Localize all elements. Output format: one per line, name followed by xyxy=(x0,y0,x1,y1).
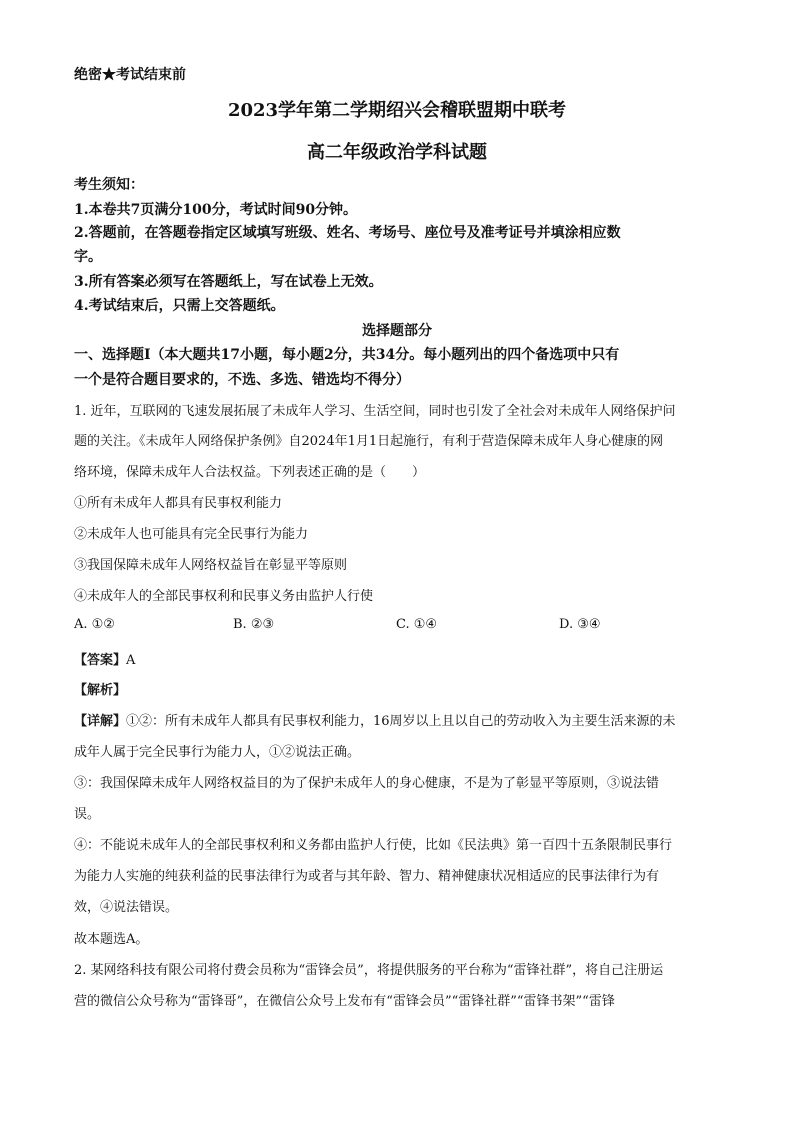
q1-option-d: D. ③④ xyxy=(559,617,601,632)
q1-detail-line: 误。 xyxy=(74,807,101,822)
q1-detail-line: ④：不能说未成年人的全部民事权利和义务都由监护人行使，比如《民法典》第一百四十五条限制民事行 xyxy=(74,838,673,853)
section-instruction: 一个是符合题目要求的，不选、多选、错选均不得分） xyxy=(74,372,410,388)
q1-detail-line: 效，④说法错误。 xyxy=(74,900,179,915)
q1-detail-line: 为能力人实施的纯获利益的民事法律行为或者与其年龄、智力、精神健康状况相适应的民事法律行为有 xyxy=(74,869,660,884)
q1-statement: ③我国保障未成年人网络权益旨在彰显平等原则 xyxy=(74,558,348,573)
q1-detail-line: ③：我国保障未成年人网络权益目的为了保护未成年人的身心健康，不是为了彰显平等原则，③说法错 xyxy=(74,776,660,791)
detail-label: 【详解】 xyxy=(74,714,127,729)
q1-statement: ④未成年人的全部民事权利和民事义务由监护人行使 xyxy=(74,589,374,604)
q1-option-b: B. ②③ xyxy=(233,617,275,632)
notice-item: 1.本卷共7页满分100分，考试时间90分钟。 xyxy=(74,202,358,218)
q1-stem-line: 题的关注。《未成年人网络保护条例》自2024年1月1日起施行，有利于营造保障未成年人身心健康的网 xyxy=(74,434,664,449)
notice-item: 4.考试结束后，只需上交答题纸。 xyxy=(74,298,285,314)
q1-answer xyxy=(74,649,724,668)
q1-statement: ①所有未成年人都具有民事权利能力 xyxy=(74,496,283,511)
confidential-mark: 绝密★考试结束前 xyxy=(74,67,186,83)
q1-conclusion: 故本题选A。 xyxy=(74,932,149,947)
section-instruction: 一、选择题Ⅰ（本大题共17小题，每小题2分，共34分。每小题列出的四个备选项中只有 xyxy=(74,347,620,363)
q1-stem-line: 1. 近年，互联网的飞速发展拓展了未成年人学习、生活空间，同时也引发了全社会对未成年人网络保护问 xyxy=(74,404,676,419)
answer-value: A xyxy=(126,653,136,668)
exam-title: 2023学年第二学期绍兴会稽联盟期中联考 xyxy=(227,100,567,121)
exam-subtitle: 高二年级政治学科试题 xyxy=(307,142,487,163)
q1-stem-line: 络环境，保障未成年人合法权益。下列表述正确的是（ ） xyxy=(74,465,426,480)
detail-text: ①②：所有未成年人都具有民事权利能力，16周岁以上且以自己的劳动收入为主要生活来源的未 xyxy=(126,714,676,729)
answer-label: 【答案】 xyxy=(74,653,127,668)
part-title: 选择题部分 xyxy=(362,323,432,339)
notice-item: 2.答题前，在答题卷指定区域填写班级、姓名、考场号、座位号及准考证号并填涂相应数 xyxy=(74,225,621,241)
q1-detail-line: 成年人属于完全民事行为能力人，①②说法正确。 xyxy=(74,745,361,760)
q1-detail-line xyxy=(74,710,724,729)
q1-analysis xyxy=(74,679,724,698)
notice-heading: 考生须知： xyxy=(74,177,144,193)
q1-option-a: A. ①② xyxy=(74,617,115,632)
analysis-label: 【解析】 xyxy=(74,683,127,698)
notice-item: 字。 xyxy=(74,249,102,265)
q2-stem-line: 营的微信公众号称为“雷锋哥”，在微信公众号上发布有“雷锋会员”“雷锋社群”“雷锋书架”“雷锋 xyxy=(74,994,615,1009)
q2-stem-line: 2. 某网络科技有限公司将付费会员称为“雷锋会员”，将提供服务的平台称为“雷锋社群”，将自己注册运 xyxy=(74,963,664,978)
q1-option-c: C. ①④ xyxy=(396,617,438,632)
q1-statement: ②未成年人也可能具有完全民事行为能力 xyxy=(74,527,309,542)
notice-item: 3.所有答案必须写在答题纸上，写在试卷上无效。 xyxy=(74,274,383,290)
